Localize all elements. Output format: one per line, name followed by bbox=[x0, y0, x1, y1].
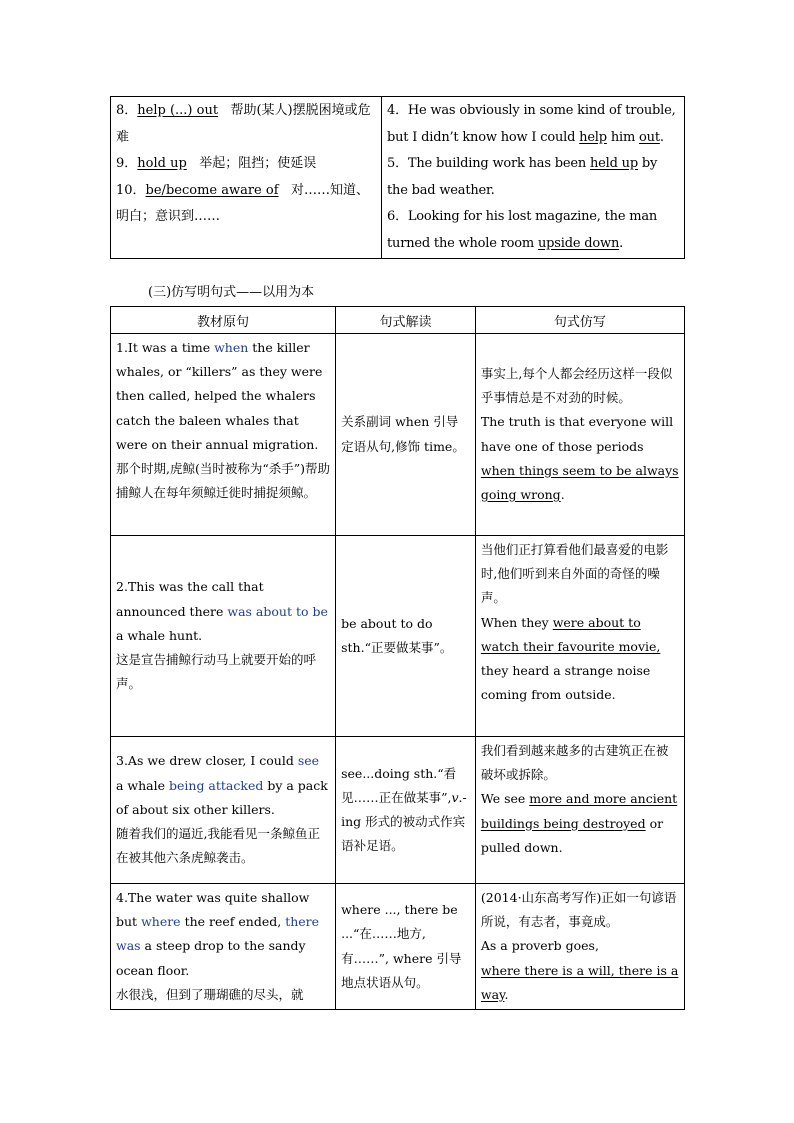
example-sentence: 6．Looking for his lost magazine, the man turned the whole room upside down. bbox=[387, 209, 658, 251]
imitation-cell: 当他们正打算看他们最喜爱的电影时,他们听到来自外面的奇怪的噪声。 When they were about to watch their favourite movie, they heard a strange noise coming from outside. bbox=[475, 536, 684, 737]
table-row bbox=[111, 334, 685, 536]
header-analysis: 句式解读 bbox=[336, 307, 476, 334]
analysis-cell: see...doing sth.“看见……正在做某事”,v.-ing 形式的被动式作宾语补足语。 bbox=[336, 737, 476, 884]
imitation-cell: (2014·山东高考写作)正如一句谚语所说，有志者，事竟成。 As a proverb goes, where there is a will, there is a way. bbox=[475, 884, 684, 1010]
analysis-cell: where ..., there be ...“在……地方,有……”, where 引导地点状语从句。 bbox=[336, 884, 476, 1010]
analysis-cell: 关系副词 when 引导定语从句,修饰 time。 bbox=[336, 334, 476, 536]
phrase-item: 9．hold up 举起；阻挡；使延误 bbox=[116, 156, 317, 171]
original-sentence-cell: 2.This was the call that announced there was about to be a whale hunt. 这是宣告捕鲸行动马上就要开始的呼声。 bbox=[111, 536, 336, 737]
table-header-row bbox=[111, 307, 685, 334]
section-title: (三)仿写明句式——以用为本 bbox=[148, 285, 315, 300]
table-row bbox=[111, 737, 685, 884]
imitation-cell: 我们看到越来越多的古建筑正在被破坏或拆除。 We see more and more ancient buildings being destroyed or pulled down. bbox=[475, 737, 684, 884]
table-row bbox=[111, 884, 685, 1010]
header-original: 教材原句 bbox=[111, 307, 336, 334]
original-sentence-cell: 4.The water was quite shallow but where the reef ended, there was a steep drop to the sandy ocean floor. 水很浅，但到了珊瑚礁的尽头，就 bbox=[111, 884, 336, 1010]
header-imitation: 句式仿写 bbox=[475, 307, 684, 334]
example-sentence: 5．The building work has been held up by the bad weather. bbox=[387, 156, 658, 198]
analysis-cell: be about to do sth.“正要做某事”。 bbox=[336, 536, 476, 737]
vocabulary-table bbox=[110, 96, 685, 259]
phrase-item: 8．help (...) out 帮助(某人)摆脱困境或危难 bbox=[116, 103, 371, 145]
phrase-item: 10．be/become aware of 对……知道、明白；意识到…… bbox=[116, 182, 369, 224]
table-row bbox=[111, 536, 685, 737]
example-list-cell bbox=[382, 97, 685, 259]
example-sentence: 4．He was obviously in some kind of trouble, but I didn’t know how I could help him out. bbox=[387, 103, 676, 145]
original-sentence-cell: 3.As we drew closer, I could see a whale being attacked by a pack of about six other killers. 随着我们的逼近,我能看见一条鲸鱼正在被其他六条虎鲸袭击。 bbox=[111, 737, 336, 884]
phrase-list-cell bbox=[111, 97, 382, 259]
original-sentence-cell: 1.It was a time when the killer whales, or “killers” as they were then called, helped the whalers catch the baleen whales that were on their annual migration. 那个时期,虎鲸(当时被称为“杀手”)帮助捕鲸人在每年须鲸迁徙时捕捉须鲸。 bbox=[111, 334, 336, 536]
sentence-pattern-table bbox=[110, 306, 685, 1010]
imitation-cell: 事实上,每个人都会经历这样一段似乎事情总是不对劲的时候。 The truth is that everyone will have one of those periods when things seem to be always going wrong. bbox=[475, 334, 684, 536]
